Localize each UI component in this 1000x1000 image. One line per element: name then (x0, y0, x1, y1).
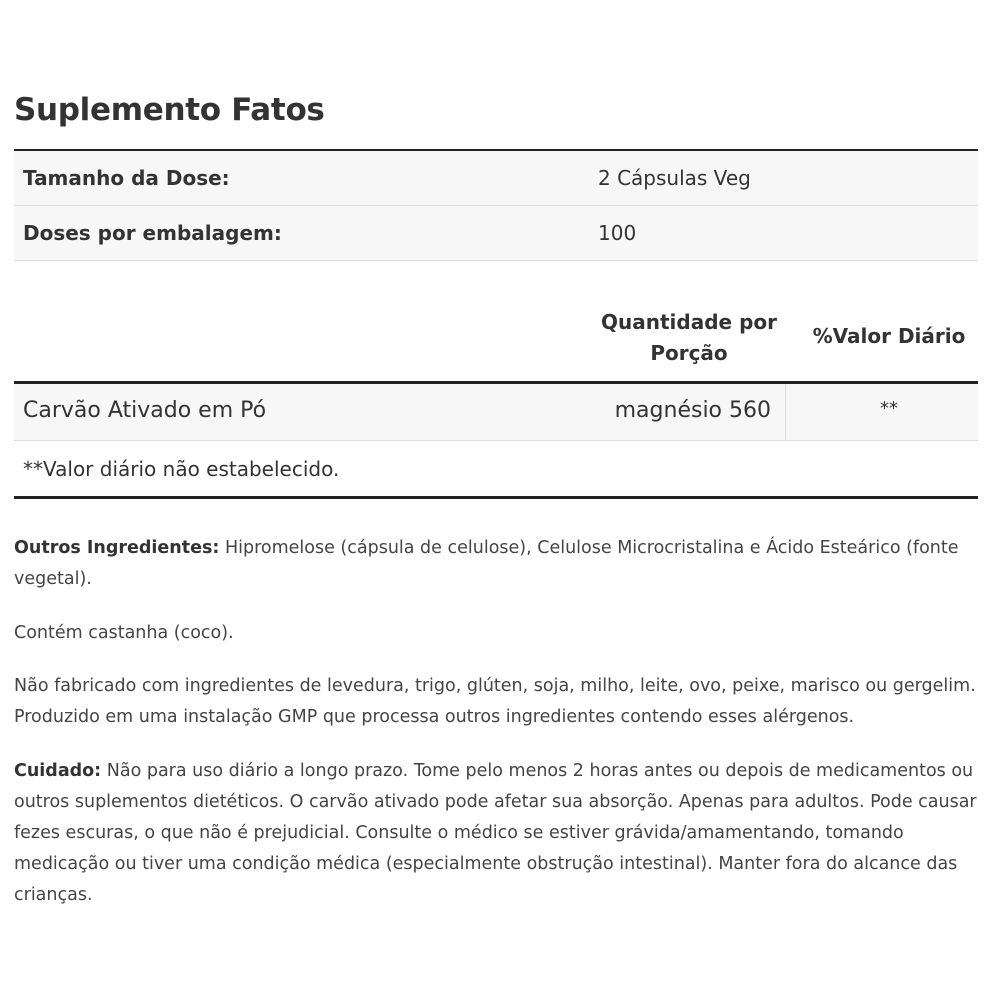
other-ingredients-paragraph (14, 533, 978, 595)
nutrient-name: Carvão Ativado em Pó (23, 398, 267, 423)
page-title: Suplemento Fatos (14, 92, 325, 128)
servings-per-container-row (14, 206, 978, 261)
nutrient-amount: magnésio 560 (614, 398, 771, 423)
daily-value-footnote (14, 441, 978, 499)
caution-text: Não para uso diário a longo prazo. Tome pelo menos 2 horas antes ou depois de medicamentos ou outros suplementos dietéticos. O carvão ativado pode afetar sua absorção. Apenas para adultos. Pode causar fezes escuras, o que não é prejudicial. Consulte o médico se estiver grávida/amamentando, tomando medicação ou tiver uma condição médica (especialmente obstrução intestinal). Manter fora do alcance das crianças. (14, 761, 977, 905)
servings-per-container-label: Doses por embalagem: (23, 221, 282, 245)
nutrition-table-header (14, 303, 978, 384)
amount-header-line1: Quantidade por (601, 310, 777, 334)
serving-size-row (14, 151, 978, 206)
serving-size-label: Tamanho da Dose: (23, 166, 230, 190)
amount-header-line2: Porção (650, 341, 728, 365)
other-ingredients-text: Hipromelose (cápsula de celulose), Celulose Microcristalina e Ácido Esteárico (fonte vegetal). (14, 538, 959, 589)
caution-paragraph (14, 756, 978, 911)
allergen-statement: Não fabricado com ingredientes de levedura, trigo, glúten, soja, milho, leite, ovo, peixe, marisco ou gergelim. Produzido em uma instalação GMP que processa outros ingredientes contendo esses alérgenos. (14, 676, 976, 727)
servings-per-container-value: 100 (598, 221, 637, 245)
daily-value-header: %Valor Diário (812, 324, 966, 348)
contains-statement: Contém castanha (coco). (14, 623, 234, 643)
amount-per-serving-header (594, 307, 784, 369)
serving-size-value: 2 Cápsulas Veg (598, 166, 751, 190)
nutrient-daily-value: ** (880, 398, 898, 419)
other-ingredients-label: Outros Ingredientes: (14, 538, 220, 558)
nutrient-row (14, 384, 978, 441)
footnote-text: **Valor diário não estabelecido. (23, 457, 340, 481)
column-divider (785, 384, 786, 440)
serving-info-table (14, 149, 978, 261)
caution-label: Cuidado: (14, 761, 102, 781)
